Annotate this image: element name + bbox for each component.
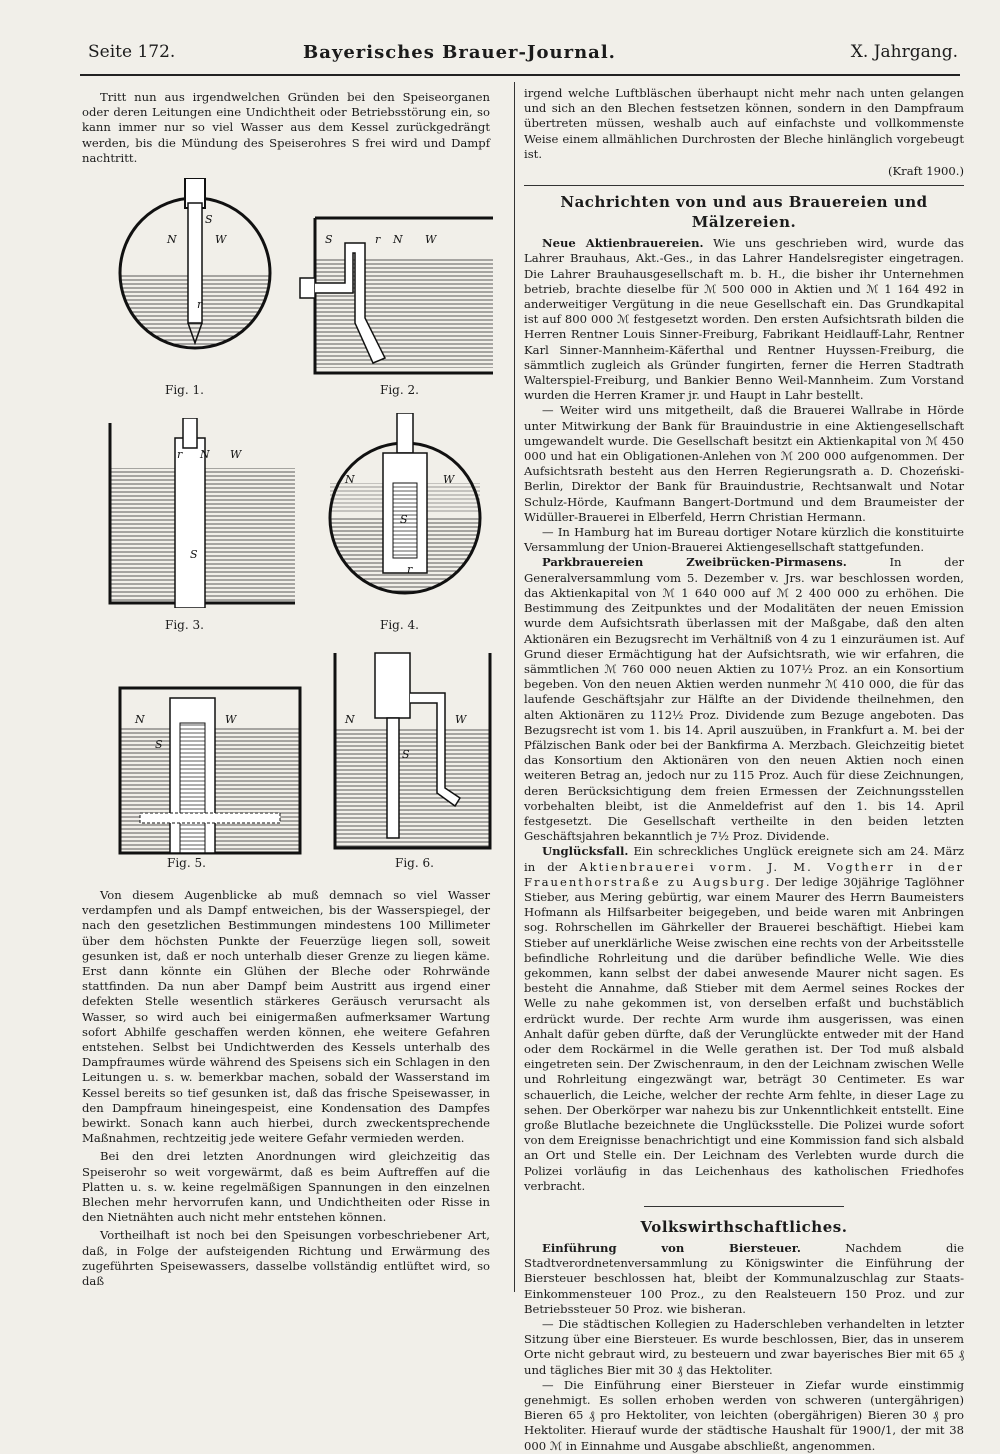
svg-text:S: S xyxy=(205,213,213,226)
figure-1 xyxy=(105,178,285,378)
svg-text:r: r xyxy=(375,233,381,246)
figure-2 xyxy=(295,198,495,378)
subheading-parkbrauereien: Parkbrauereien Zweibrücken-Pirmasens. xyxy=(542,555,847,570)
column-divider xyxy=(514,82,515,1292)
news-paragraph-3: — In Hamburg hat im Bureau dortiger Notare kürzlich die konstituirte Versammlung der Union-Brauerei Aktiengesellschaft stattgefunden. xyxy=(524,525,964,555)
figure-6 xyxy=(325,648,495,853)
left-paragraph-3: Bei den drei letzten Anordnungen wird gleichzeitig das Speiserohr so weit vorgewärmt, daß es beim Auftreffen auf die Platten u. s. w. keine regelmäßigen Spannungen in den einzelnen Blechen mehr hervorrufen kann, und Undichtheiten oder Risse in den Nietnähten auch nicht mehr entstehen können. xyxy=(82,1149,490,1225)
svg-text:W: W xyxy=(225,713,237,726)
news-paragraph-5a: Ein schreckliches Unglück ereignete sich am 24. März in der xyxy=(524,844,965,874)
svg-text:S: S xyxy=(190,548,198,561)
right-column xyxy=(524,86,964,1454)
svg-text:N: N xyxy=(135,713,145,726)
economics-paragraph-1: Nachdem die Stadtverordnetenversammlung zu Königswinter die Einführung der Biersteuer beschlossen hat, bleibt der Kommunalzuschlag zur Staats-Einkommensteuer 100 Proz., zu den Realsteuern 150 Proz. und zur Betriebssteuer 50 Proz. wie bisheran. xyxy=(524,1241,964,1316)
news-paragraph-1: Wie uns geschrieben wird, wurde das Lahrer Brauhaus, Akt.-Ges., in das Lahrer Handelsregister eingetragen. Die Lahrer Brauhausgesellschaft m. b. H., die bisher ihr Unternehmen betrieb, brachte dieselbe für ℳ 500 000 in Aktien und ℳ 1 164 492 in anderweitiger Vergütung in die neue Gesellschaft ein. Das Grundkapital ist auf 800 000 ℳ festgesetzt worden. Den ersten Aufsichtsrath bilden die Herren Rentner Louis Sinner-Freiburg, Fabrikant Heidlauff-Lahr, Rentner Karl Sinner-Mannheim-Käferthal und Rentner Huyssen-Freiburg, die sämmtlich zugleich als Gründer fungirten, ferner die Herren Stadtrath Walterspiel-Freiburg, und Bankier Benno Weil-Mannheim. Zum Vorstand wurden die Herren Kramer jr. und Haupt in Lahr bestellt. xyxy=(524,236,964,403)
section-heading-news: Nachrichten von und aus Brauereien und Mälzereien. xyxy=(560,193,928,232)
news-paragraph-5b: Aktienbrauerei vorm. J. M. Vogtherr in der Frauenthorstraße zu Augsburg xyxy=(524,859,964,889)
svg-text:W: W xyxy=(215,233,227,246)
svg-text:r: r xyxy=(177,448,183,461)
figure-5 xyxy=(115,683,305,858)
svg-text:S: S xyxy=(400,513,408,526)
section-separator xyxy=(644,1206,844,1207)
svg-text:S: S xyxy=(155,738,163,751)
section-rule xyxy=(524,185,964,186)
left-column-top xyxy=(82,90,490,166)
journal-title: Bayerisches Brauer-Journal. xyxy=(303,42,616,63)
svg-text:W: W xyxy=(230,448,242,461)
header-rule xyxy=(80,74,960,76)
article-signature: (Kraft 1900.) xyxy=(888,164,964,179)
svg-text:r: r xyxy=(197,298,203,311)
figure-5-caption: Fig. 5. xyxy=(167,856,206,870)
section-heading-economics: Volkswirthschaftliches. xyxy=(640,1218,848,1237)
subheading-beer-tax: Einführung von Biersteuer. xyxy=(542,1241,801,1256)
figure-2-caption: Fig. 2. xyxy=(380,383,419,397)
svg-text:N: N xyxy=(345,713,355,726)
economics-paragraph-2: — Die städtischen Kollegien zu Haderschleben verhandelten in letzter Sitzung über eine Biersteuer. Es wurde beschlossen, Bier, das in unserem Orte nicht gebraut wird, zu besteuern und zwar bayerisches Bier mit 65 ₰ und tägliches Bier mit 30 ₰ das Hektoliter. xyxy=(524,1317,964,1377)
figure-1-caption: Fig. 1. xyxy=(165,383,204,397)
left-paragraph-4: Vortheilhaft ist noch bei den Speisungen vorbeschriebener Art, daß, in Folge der aufsteigenden Richtung und Erwärmung des zugeführten Speisewassers, dasselbe vollständig entlüftet wird, so daß xyxy=(82,1228,490,1289)
page-header xyxy=(88,42,958,72)
volume-label: X. Jahrgang. xyxy=(850,42,958,62)
left-paragraph-2: Von diesem Augenblicke ab muß demnach so viel Wasser verdampfen und als Dampf entweichen, bis der Wasserspiegel, der nach den gesetzlichen Bestimmungen mindestens 100 Millimeter über dem höchsten Punkte der Feuerzüge liegen soll, soweit gesunken ist, daß er noch unterhalb dieser Grenze zu liegen käme. Erst dann könnte ein Glühen der Bleche oder Rohrwände stattfinden. Da nun aber Dampf beim Austritt aus irgend einer defekten Stelle wesentlich stärkeres Geräusch verursacht als Wasser, so wird auch bei einigermaßen aufmerksamer Wartung sofort Abhilfe geschaffen werden können, ehe weitere Gefahren entstehen. Selbst bei Undichtwerden des Kessels unterhalb des Dampfraumes würde während des Speisens sich ein Schlagen in den Leitungen u. s. w. bemerkbar machen, sobald der Wasserstand im Kessel bereits so tief gesunken ist, daß das frische Speisewasser, in den Dampfraum hineingespeist, eine Kondensation des Dampfes bewirkt. Sonach kann auch hierbei, durch zweckentsprechende Maßnahmen, rechtzeitig jede weitere Gefahr vermieden werden. xyxy=(82,888,490,1146)
figures-block xyxy=(95,178,495,868)
left-paragraph-1: Tritt nun aus irgendwelchen Gründen bei den Speiseorganen oder deren Leitungen eine Undichtheit oder Betriebsstörung ein, so kann immer nur so viel Wasser aus dem Kessel zurückgedrängt werden, bis die Mündung des Speiserohres S frei wird und Dampf nachtritt. xyxy=(82,90,490,165)
economics-paragraph-3: — Die Einführung einer Biersteuer in Ziefar wurde einstimmig genehmigt. Es sollen erhoben werden von schweren (untergährigen) Bieren 65 ₰ pro Hektoliter, von leichten (obergährigen) Bieren 30 ₰ pro Hektoliter. Hierauf wurde der städtische Haushalt für 1900/1, der mit 38 000 ℳ in Einnahme und Ausgabe abschließt, angenommen. xyxy=(524,1377,964,1453)
svg-text:W: W xyxy=(455,713,467,726)
news-paragraph-2: — Weiter wird uns mitgetheilt, daß die Brauerei Wallrabe in Hörde unter Mitwirkung der Bank für Brauindustrie in eine Aktiengesellschaft umgewandelt wurde. Die Gesellschaft besitzt ein Aktienkapital von ℳ 450 000 und hat ein Obligationen-Anlehen von ℳ 200 000 aufgenommen. Der Aufsichtsrath besteht aus den Herren Regierungsrath a. D. Chozeński-Berlin, Direktor der Bank für Brauindustrie, Rechtsanwalt und Notar Schulz-Hörde, Kaufmann Bangert-Dortmund und dem Braumeister der Widüller-Brauerei in Elberfeld, Herrn Christian Hermann. xyxy=(524,403,964,524)
svg-text:S: S xyxy=(325,233,333,246)
svg-text:N: N xyxy=(345,473,355,486)
svg-text:S: S xyxy=(402,748,410,761)
svg-text:N: N xyxy=(200,448,210,461)
news-paragraph-5c: . Der ledige 30jährige Taglöhner Stieber, aus Mering gebürtig, war einem Maurer des Herrn Baumeisters Hofmann als Hilfsarbeiter beigegeben, und beide waren mit Anbringen sog. Rohrschellen im Gährkeller der Brauerei beschäftigt. Hiebei kam Stieber auf unerklärliche Weise zwischen eine rechts von der Arbeitsstelle befindliche Rohrleitung und die darüber befindliche Welle. Wie dies gekommen, kann selbst der dabei anwesende Maurer nicht sagen. Es besteht die Annahme, daß Stieber mit dem Aermel seines Rockes der Welle zu nahe gekommen ist, von derselben erfaßt und buchstäblich erdrückt wurde. Der rechte Arm wurde ihm ausgerissen, was einen Anhalt dafür geben dürfte, daß der Verunglückte entweder mit der Hand oder dem Rockärmel in die Welle gerathen ist. Der Tod muß alsbald eingetreten sein. Der Zwischenraum, in den der Leichnam zwischen Welle und Rohrleitung eingezwängt war, beträgt 30 Centimeter. Es war schauerlich, die Leiche, welcher der rechte Arm fehlte, in dieser Lage zu sehen. Der Oberkörper war nahezu bis zur Unkenntlichkeit entstellt. Eine große Blutlache bezeichnete die Unglücksstelle. Die Polizei wurde sofort von dem Ereignisse benachrichtigt und eine Kommission fand sich alsbald an Ort und Stelle ein. Der Leichnam des Verlebten wurde durch die Polizei vorläufig in das Leichenhaus des katholischen Friedhofes verbracht. xyxy=(524,874,964,1193)
subheading-new-breweries: Neue Aktienbrauereien. xyxy=(542,236,704,251)
news-paragraph-4: In der Generalversammlung vom 5. Dezember v. Jrs. war beschlossen worden, das Aktienkapital von ℳ 1 640 000 auf ℳ 2 400 000 zu erhöhen. Die Bestimmung des Zeitpunktes und der Modalitäten der neuen Emission wurde dem Aufsichtsrath überlassen mit der Maßgabe, daß den alten Aktionären ein Bezugsrecht im Verhältniß von 4 zu 1 einzuräumen ist. Auf Grund dieser Ermächtigung hat der Aufsichtsrath, wie wir erfahren, die sämmtlichen ℳ 760 000 neuen Aktien zu 107½ Proz. an ein Konsortium begeben. Von den neuen Aktien werden nunmehr ℳ 410 000, die für das laufende Geschäftsjahr zur Hälfte an der Dividende theilnehmen, den alten Aktionären zu 112½ Proz. Dividende zum Bezuge angeboten. Das Bezugsrecht ist vom 1. bis 14. April auszuüben, in Frankfurt a. M. bei der Pfälzischen Bank oder bei der Bankfirma A. Merzbach. Gleichzeitig bietet das Konsortium den Aktionären von den neuen Aktien noch einen weiteren Betrag an, jedoch nur zu 115 Proz. Auch für diese Zeichnungen, deren Berücksichtigung dem freien Ermessen der Zeichnungsstellen vorbehalten bleibt, ist die Anmeldefrist auf den 1. bis 14. April festgesetzt. Die Gesellschaft vertheilte in den beiden letzten Geschäftsjahren bekanntlich je 7½ Proz. Dividende. xyxy=(524,555,965,844)
figure-3-caption: Fig. 3. xyxy=(165,618,204,632)
figure-6-caption: Fig. 6. xyxy=(395,856,434,870)
svg-text:W: W xyxy=(443,473,455,486)
figure-3 xyxy=(105,418,295,608)
svg-text:r: r xyxy=(407,563,413,576)
subheading-accident: Unglücksfall. xyxy=(542,844,629,859)
figure-4-caption: Fig. 4. xyxy=(380,618,419,632)
page-number: Seite 172. xyxy=(88,42,176,62)
svg-text:W: W xyxy=(425,233,437,246)
figure-4 xyxy=(315,413,495,608)
left-column-bottom xyxy=(82,888,490,1289)
svg-text:N: N xyxy=(167,233,177,246)
right-paragraph-1: irgend welche Luftbläschen überhaupt nicht mehr nach unten gelangen und sich an den Blechen festsetzen können, sondern in den Dampfraum übertreten müssen, weshalb auch auf einfachste und vollkommenste Weise einem allmählichen Durchrosten der Bleche hinlänglich vorgebeugt ist. xyxy=(524,86,964,161)
svg-text:N: N xyxy=(393,233,403,246)
